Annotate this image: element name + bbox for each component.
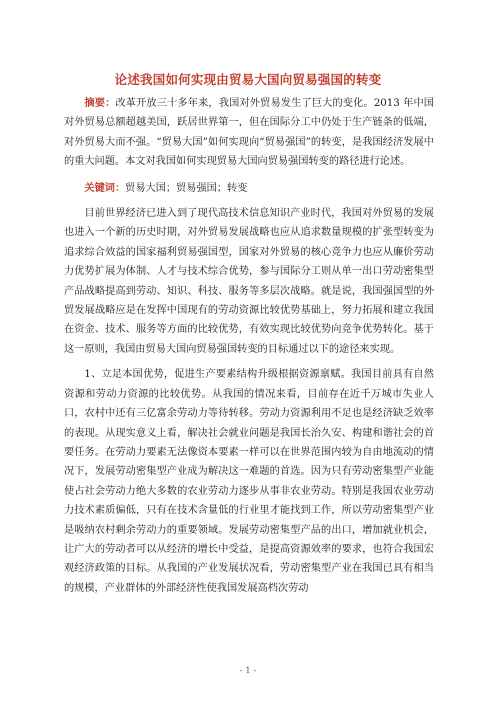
keywords-label: 关键词： <box>84 181 126 194</box>
body-paragraph-2: 1、立足本国优势，促进生产要素结构升级根据资源禀赋。我国目前具有自然资源和劳动力资源的比较优势。从我国的情况来看，目前存在近千万城市失业人口，农村中还有三亿富余劳动力等待转移。劳动力资源利用不足也是经济缺乏效率的表现。从现实意义上看，解决社会就业问题是我国长治久安、构建和谐社会的首要任务。在劳动力要素无法像资本要素一样可以在世界范围内较为自由地流动的情况下，发展劳动密集型产业成为解决这一难题的首选。因为只有劳动密集型产业能使占社会劳动力绝大多数的农业劳动力逐步从事非农业劳动。特别是我国农业劳动力技术素质偏低，只有在技术含量低的行业里才能找到工作，所以劳动密集型产业是吸纳农村剩余劳动力的重要领域。发展劳动密集型产品的出口，增加就业机会，让广大的劳动者可以从经济的增长中受益，是提高资源效率的要求，也符合我国宏观经济政策的目标。从我国的产业发展状况看，劳动密集型产业在我国已具有相当的规模，产业群体的外部经济性使我国发展高档次劳动 <box>64 369 434 594</box>
page-number: - 1 - <box>239 666 257 676</box>
abstract-label: 摘要： <box>84 97 116 109</box>
keywords-text: 贸易大国；贸易强国；转变 <box>125 182 248 194</box>
document-body <box>64 94 434 598</box>
keywords-paragraph <box>64 179 434 198</box>
body-paragraph-1: 目前世界经济已进入到了现代高技术信息知识产业时代，我国对外贸易的发展也进入一个新的历史时期，对外贸易发展战略也应从追求数量规模的扩张型转变为追求综合效益的国家福利贸易强国型，国家对外贸易的核心竞争力也应从廉价劳动力优势扩展为体制、人才与技术综合优势，参与国际分工则从单一出口劳动密集型产品战略提高到劳动、知识、科技、服务等多层次战略。就是说，我国强国型的外贸发展战略应是在发挥中国现有的劳动资源比较优势基础上，努力拓展和建立我国在资金、技术、服务等方面的比较优势，有效实现比较优势向竞争优势转化。基于这一原则，我国由贸易大国向贸易强国转变的目标通过以下的途径来实现。 <box>64 208 434 355</box>
abstract-text: 改革开放三十多年来，我国对外贸易发生了巨大的变化。2013 年中国对外贸易总额超越美国，跃居世界第一，但在国际分工中仍处于生产链条的低端，对外贸易大而不强。“贸易大国”如何实现向“贸易强国”的转变，是我国经济发展中的重大问题。本文对我国如何实现贸易大国向贸易强国转变的路径进行论述。 <box>64 98 434 168</box>
document-title: 论述我国如何实现由贸易大国向贸易强国的转变 <box>114 72 382 87</box>
abstract-paragraph <box>64 94 434 172</box>
